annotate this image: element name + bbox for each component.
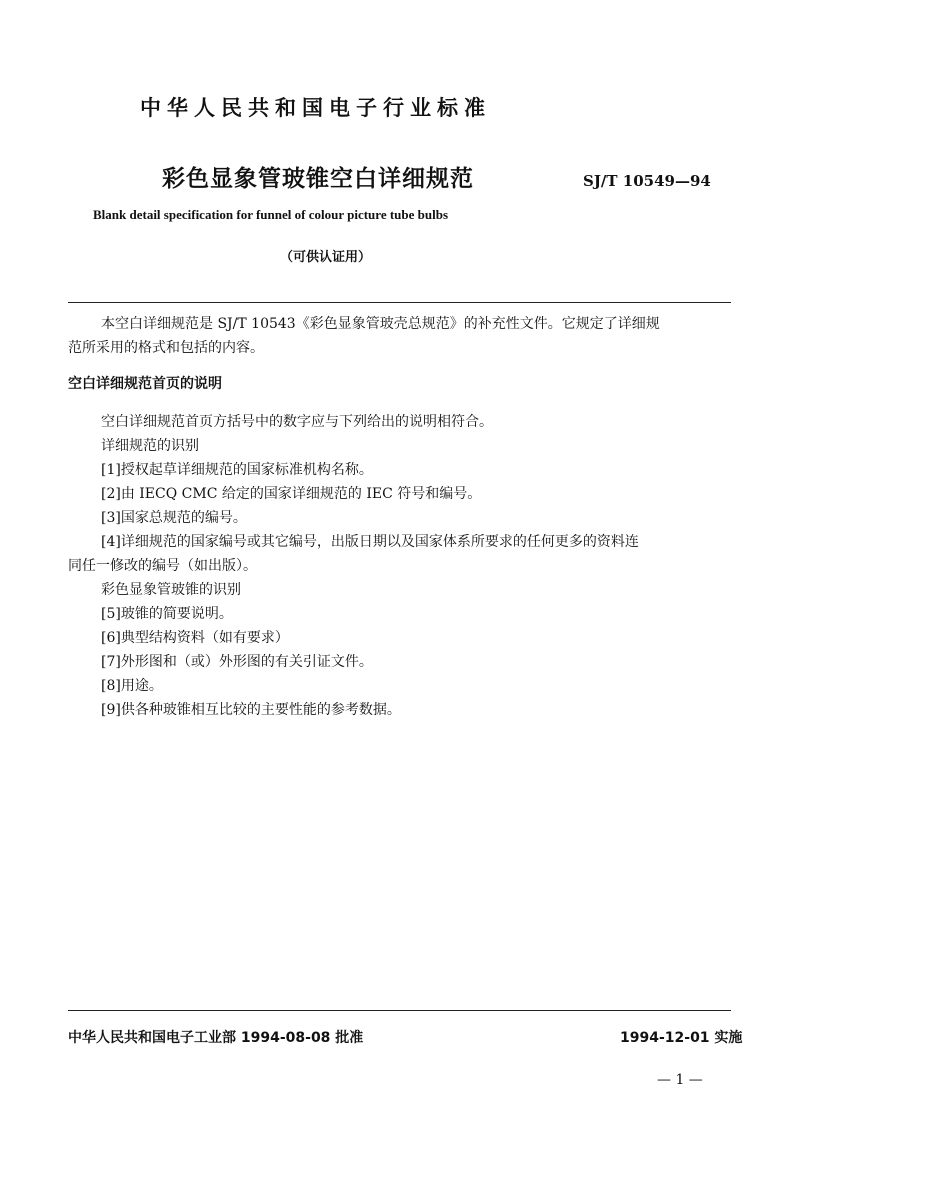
body-line: [3]国家总规范的编号。 [101, 510, 247, 526]
standard-code: SJ/T 10549—94 [583, 172, 711, 190]
issuing-organization: 中华人民共和国电子行业标准 [140, 95, 491, 120]
body-line: [6]典型结构资料（如有要求） [101, 630, 289, 646]
body-line: [5]玻锥的简要说明。 [101, 606, 233, 622]
intro-paragraph [68, 312, 738, 360]
intro-line-1: 本空白详细规范是 SJ/T 10543《彩色显象管玻壳总规范》的补充性文件。它规定了详细规 [101, 316, 660, 332]
section-heading: 空白详细规范首页的说明 [68, 376, 222, 392]
body-line: [8]用途。 [101, 678, 163, 694]
body-line: [9]供各种玻锥相互比较的主要性能的参考数据。 [101, 702, 401, 718]
body-line: [4]详细规范的国家编号或其它编号，出版日期以及国家体系所要求的任何更多的资料连 [101, 534, 639, 550]
effective-date: 1994-12-01 实施 [620, 1030, 743, 1046]
body-line: 空白详细规范首页方括号中的数字应与下列给出的说明相符合。 [101, 414, 493, 430]
document-title-cn: 彩色显象管玻锥空白详细规范 [162, 165, 474, 192]
document-title-en: Blank detail specification for funnel of colour picture tube bulbs [93, 207, 449, 222]
body-line: 同任一修改的编号（如出版）。 [68, 558, 257, 574]
body-line: [2]由 IECQ CMC 给定的国家详细规范的 IEC 符号和编号。 [101, 486, 482, 502]
body-line: 详细规范的识别 [101, 438, 199, 454]
header-divider [68, 302, 731, 303]
certification-note: （可供认证用） [280, 250, 372, 265]
body-line: [7]外形图和（或）外形图的有关引证文件。 [101, 654, 373, 670]
footer-divider [68, 1010, 731, 1011]
intro-line-2: 范所采用的格式和包括的内容。 [68, 340, 264, 356]
body-line: 彩色显象管玻锥的识别 [101, 582, 241, 598]
body-line: [1]授权起草详细规范的国家标准机构名称。 [101, 462, 373, 478]
approval-info: 中华人民共和国电子工业部 1994-08-08 批准 [68, 1030, 364, 1046]
page-number: — 1 — [657, 1072, 703, 1088]
